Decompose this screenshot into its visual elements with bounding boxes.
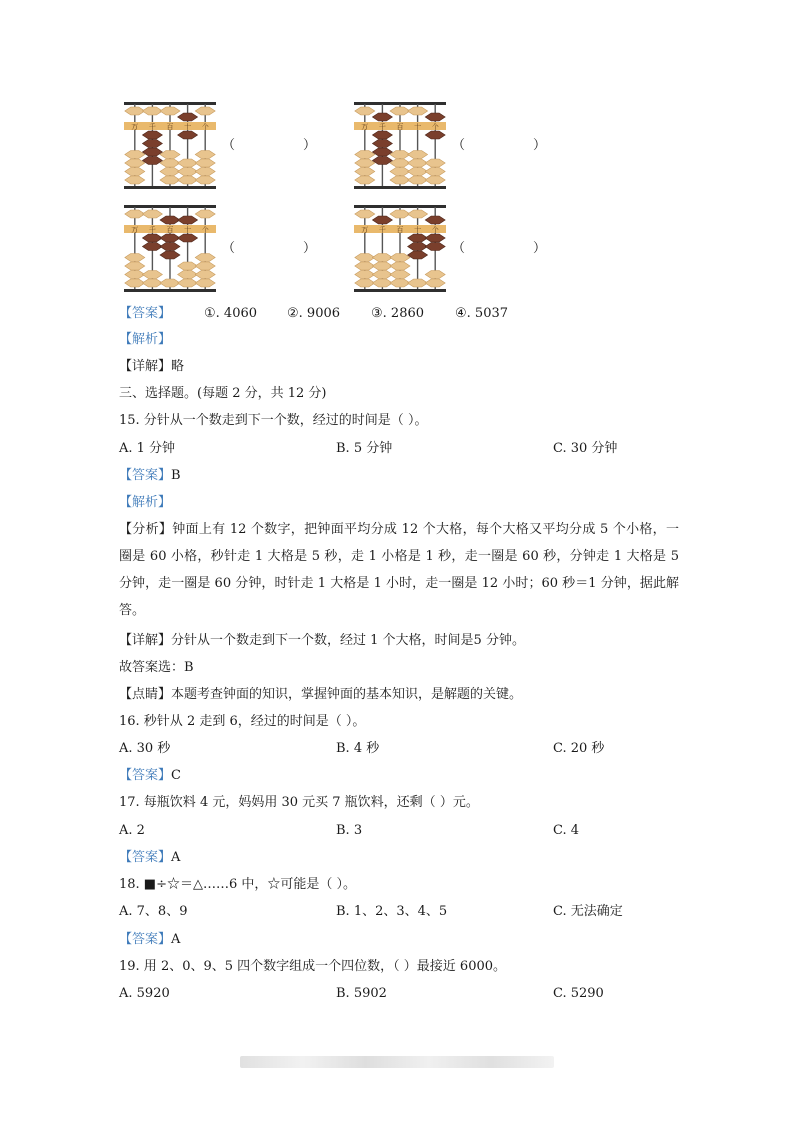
abacus-place-label: 万: [361, 123, 369, 131]
abacus-bead-active: [408, 234, 428, 242]
abacus-bead-active: [160, 243, 180, 251]
abacus-bead: [195, 210, 215, 218]
abacus-place-label: 十: [414, 226, 422, 234]
q15-option-c: C. 30 分钟: [553, 441, 618, 456]
abacus-place-label: 千: [148, 226, 156, 234]
abacus-item-4: [350, 203, 580, 295]
answer-blank: （ ）: [452, 241, 547, 256]
abacus-bead: [355, 254, 375, 262]
abacus-item-1: [120, 100, 350, 192]
abacus-bead: [355, 168, 375, 176]
abacus-place-label: 个: [431, 123, 439, 131]
q18-option-a: A. 7、8、9: [119, 904, 188, 919]
abacus-bead: [355, 176, 375, 184]
answer-4: ④. 5037: [455, 306, 509, 321]
abacus-bead: [425, 176, 445, 184]
question-16-stem: 16. 秒针从 2 走到 6，经过的时间是（ ）。: [119, 714, 366, 729]
abacus-bead-active: [160, 216, 180, 224]
abacus-bead: [178, 176, 198, 184]
abacus-bead-active: [372, 148, 392, 156]
abacus-bead-active: [408, 243, 428, 251]
abacus-bead: [372, 279, 392, 287]
abacus-bead: [390, 159, 410, 167]
q18-option-b: B. 1、2、3、4、5: [336, 904, 448, 919]
abacus-bead: [372, 271, 392, 279]
abacus-figure: [120, 100, 220, 192]
abacus-bead: [160, 279, 180, 287]
abacus-bead: [425, 271, 445, 279]
abacus-bead: [390, 279, 410, 287]
q15-comment: 【点睛】本题考查钟面的知识，掌握钟面的基本知识，是解题的关键。: [119, 687, 523, 702]
abacus-bead: [195, 271, 215, 279]
abacus-bead: [390, 176, 410, 184]
abacus-bead-active: [178, 234, 198, 242]
q17-answer: 【答案】A: [119, 850, 181, 865]
abacus-bead: [355, 262, 375, 270]
abacus-bead: [125, 159, 145, 167]
q19-option-b: B. 5902: [336, 986, 387, 1001]
q16-option-b: B. 4 秒: [336, 741, 380, 756]
abacus-item-2: [350, 100, 580, 192]
abacus-bead-active: [142, 148, 162, 156]
abacus-bead: [390, 168, 410, 176]
q16-option-c: C. 20 秒: [553, 741, 605, 756]
abacus-bead: [390, 151, 410, 159]
abacus-bead: [195, 279, 215, 287]
abacus-bead: [195, 151, 215, 159]
abacus-place-label: 千: [148, 123, 156, 131]
abacus-bead: [390, 107, 410, 115]
abacus-bead-active: [425, 243, 445, 251]
abacus-bead: [160, 176, 180, 184]
abacus-bead: [408, 168, 428, 176]
abacus-bead: [178, 159, 198, 167]
abacus-bead: [408, 159, 428, 167]
abacus-bead-active: [372, 140, 392, 148]
abacus-bead-active: [142, 131, 162, 139]
q16-answer: 【答案】C: [119, 768, 181, 783]
abacus-bead: [355, 159, 375, 167]
abacus-bead: [125, 271, 145, 279]
q17-option-a: A. 2: [119, 823, 145, 838]
abacus-bead-active: [160, 251, 180, 259]
abacus-bead: [355, 271, 375, 279]
abacus-bead: [355, 210, 375, 218]
abacus-bead-active: [160, 234, 180, 242]
abacus-bead-active: [372, 131, 392, 139]
abacus-bead: [425, 159, 445, 167]
question-15-stem: 15. 分针从一个数走到下一个数，经过的时间是（ ）。: [119, 413, 428, 428]
abacus-bead-active: [425, 113, 445, 121]
abacus-bead: [390, 210, 410, 218]
abacus-bead: [125, 107, 145, 115]
abacus-place-label: 十: [414, 123, 422, 131]
abacus-bead: [195, 159, 215, 167]
abacus-bead: [142, 279, 162, 287]
abacus-bead: [372, 262, 392, 270]
abacus-bead-active: [178, 131, 198, 139]
abacus-bead: [390, 262, 410, 270]
abacus-bead: [178, 168, 198, 176]
abacus-place-label: 个: [431, 226, 439, 234]
q19-option-a: A. 5920: [119, 986, 170, 1001]
abacus-figure: [350, 203, 450, 295]
abacus-bead: [178, 279, 198, 287]
abacus-bead: [178, 271, 198, 279]
q16-option-a: A. 30 秒: [119, 741, 171, 756]
abacus-bead-active: [142, 234, 162, 242]
abacus-bead: [408, 151, 428, 159]
answer-3: ③. 2860: [371, 306, 425, 321]
abacus-place-label: 百: [166, 123, 174, 131]
abacus-place-label: 十: [184, 123, 192, 131]
q15-conclusion: 故答案选：B: [119, 660, 194, 675]
q18-answer: 【答案】A: [119, 932, 181, 947]
abacus-bead: [355, 151, 375, 159]
q17-option-b: B. 3: [336, 823, 363, 838]
abacus-bead: [142, 210, 162, 218]
abacus-figure: [350, 100, 450, 192]
q19-option-c: C. 5290: [553, 986, 604, 1001]
abacus-bead: [125, 262, 145, 270]
abacus-bead: [125, 279, 145, 287]
abacus-bead-active: [142, 140, 162, 148]
abacus-place-label: 个: [201, 226, 209, 234]
abacus-bead: [125, 176, 145, 184]
q17-option-c: C. 4: [553, 823, 580, 838]
question-18-stem: 18. ■÷☆＝△……6 中，☆可能是（ ）。: [119, 877, 357, 892]
abacus-place-label: 十: [184, 226, 192, 234]
answer-blank: （ ）: [222, 138, 317, 153]
detail-tag: 【详解】: [119, 359, 172, 374]
q18-option-c: C. 无法确定: [553, 904, 623, 919]
abacus-bead: [372, 254, 392, 262]
abacus-place-label: 万: [131, 226, 139, 234]
abacus-bead: [125, 168, 145, 176]
abacus-bead: [142, 271, 162, 279]
abacus-bead: [195, 107, 215, 115]
q15-analysis: 【分析】钟面上有 12 个数字，把钟面平均分成 12 个大格，每个大格又平均分成 5 个小格，一圈是 60 小格，秒针走 1 大格是 5 秒，走 1 小格是 1 秒，走一圈是 60 秒，分钟走 1 大格是 5 分钟，走一圈是 60 分钟，时针走 1 大格是 1 小时，走一圈是 12 小时；60 秒＝1 分钟，据此解答。: [119, 522, 679, 618]
abacus-bead: [408, 279, 428, 287]
abacus-bead: [408, 107, 428, 115]
abacus-bead: [195, 262, 215, 270]
abacus-place-label: 个: [201, 123, 209, 131]
abacus-bead: [425, 279, 445, 287]
abacus-bead-active: [425, 131, 445, 139]
analysis-heading: 【解析】: [119, 332, 172, 347]
abacus-bead: [125, 151, 145, 159]
abacus-bottom-bar: [124, 289, 216, 292]
abacus-bead: [160, 159, 180, 167]
abacus-bead: [160, 168, 180, 176]
abacus-bead-active: [142, 157, 162, 165]
abacus-bead-active: [178, 216, 198, 224]
abacus-bead: [160, 107, 180, 115]
abacus-bottom-bar: [354, 186, 446, 189]
abacus-item-3: [120, 203, 350, 295]
detail-line: [119, 358, 184, 376]
abacus-row-1: [120, 100, 600, 192]
abacus-bead: [355, 279, 375, 287]
answer-2: ②. 9006: [287, 306, 341, 321]
abacus-bead: [355, 107, 375, 115]
abacus-bead: [142, 107, 162, 115]
answer-blank: （ ）: [452, 138, 547, 153]
abacus-place-label: 百: [396, 123, 404, 131]
abacus-place-label: 万: [361, 226, 369, 234]
section-title: 三、选择题。(每题 2 分，共 12 分): [119, 386, 327, 401]
abacus-bead-active: [408, 251, 428, 259]
abacus-place-label: 百: [166, 226, 174, 234]
q15-jiexi: 【解析】: [119, 495, 172, 510]
q15-answer: 【答案】B: [119, 468, 181, 483]
abacus-bead-active: [425, 234, 445, 242]
abacus-bead-active: [372, 113, 392, 121]
abacus-row-2: [120, 203, 600, 295]
abacus-place-label: 万: [131, 123, 139, 131]
abacus-bead: [160, 151, 180, 159]
abacus-bead-active: [425, 216, 445, 224]
question-17-stem: 17. 每瓶饮料 4 元，妈妈用 30 元买 7 瓶饮料，还剩（ ）元。: [119, 795, 479, 810]
abacus-bead-active: [372, 216, 392, 224]
q15-option-b: B. 5 分钟: [336, 441, 393, 456]
abacus-bead-active: [178, 113, 198, 121]
abacus-bead: [195, 254, 215, 262]
abacus-bead: [125, 210, 145, 218]
detail-text: 略: [171, 359, 185, 374]
abacus-bottom-bar: [354, 289, 446, 292]
abacus-bead: [390, 271, 410, 279]
q15-option-a: A. 1 分钟: [119, 441, 176, 456]
abacus-bead: [125, 254, 145, 262]
abacus-figure: [120, 203, 220, 295]
q15-detail: 【详解】分针从一个数走到下一个数，经过 1 个大格，时间是5 分钟。: [119, 633, 525, 648]
abacus-bead-active: [372, 157, 392, 165]
question-19-stem: 19. 用 2、0、9、5 四个数字组成一个四位数，（ ）最接近 6000。: [119, 959, 507, 974]
abacus-bead: [408, 210, 428, 218]
abacus-place-label: 千: [378, 123, 386, 131]
blurred-footer: [240, 1056, 554, 1068]
abacus-bottom-bar: [124, 186, 216, 189]
abacus-bead: [195, 168, 215, 176]
abacus-place-label: 百: [396, 226, 404, 234]
abacus-bead-active: [142, 243, 162, 251]
abacus-bead: [195, 176, 215, 184]
answer-line: [119, 305, 171, 323]
answer-tag: 【答案】: [119, 306, 172, 321]
answer-1: ①. 4060: [204, 306, 258, 321]
abacus-bead: [425, 168, 445, 176]
abacus-place-label: 千: [378, 226, 386, 234]
abacus-bead: [178, 262, 198, 270]
abacus-bead: [408, 176, 428, 184]
answer-blank: （ ）: [222, 241, 317, 256]
abacus-bead: [390, 254, 410, 262]
